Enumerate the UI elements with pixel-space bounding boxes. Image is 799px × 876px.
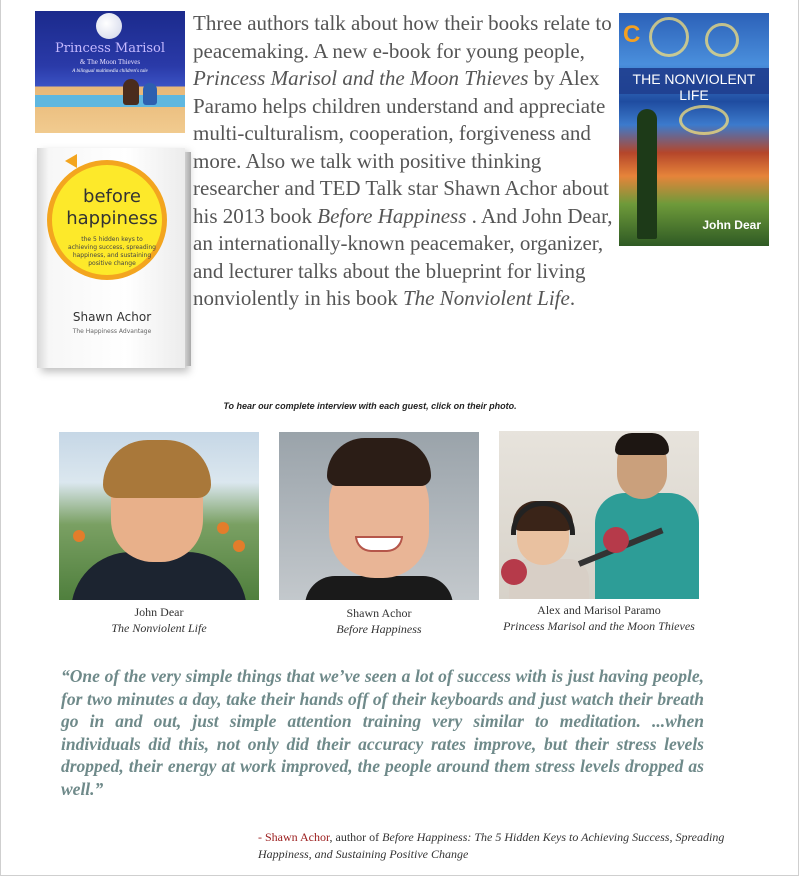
attribution-dash: - (258, 830, 265, 844)
cover-marisol-tagline: A bilingual multimedia children's tale (72, 69, 148, 74)
water-graphic (35, 95, 185, 107)
cover-nonviolent-letter: C (623, 21, 641, 48)
cover-marisol-title: Princess Marisol (54, 41, 166, 56)
quote-attribution (258, 829, 728, 863)
cover-happiness-tagline: the 5 hidden keys to achieving success, spreading happiness, and sustaining positive change (68, 236, 156, 267)
hair-graphic (615, 433, 669, 455)
guest-name: Shawn Achor (346, 606, 412, 620)
cover-marisol-subtitle: & The Moon Thieves (79, 58, 141, 66)
intro-text: . And John Dear, an internationally-known peacemaker, organizer, and lecturer talks about the blueprint for living nonviolently in his book (193, 203, 613, 310)
guest-photo-paramo[interactable] (499, 431, 699, 599)
arrow-icon (65, 154, 77, 168)
cover-nonviolent-title: THE NONVIOLENT LIFE (632, 71, 756, 103)
cover-happiness-title-1: before (83, 186, 141, 207)
cover-before-happiness (37, 148, 185, 368)
moon-graphic (96, 13, 122, 39)
child-figure (123, 79, 139, 105)
guest-shawn-achor (279, 432, 479, 637)
attribution-text: , author of (329, 830, 383, 844)
microphone-icon (603, 527, 629, 553)
pull-quote: “One of the very simple things that we’ve seen a lot of success with is just having people, for two minutes a day, take their hands off of their keyboards and just watch their breath go in and out, just simple attention training very similar to meditation. ...when individuals did this, not only did their accuracy rates improve, but their stress levels dropped, their energy at work improved, the people around them stress levels dropped as well.” (61, 666, 704, 799)
guest-photo-shawn-achor[interactable] (279, 432, 479, 600)
flower-graphic (73, 530, 85, 542)
intro-text: Three authors talk about how their books relate to peacemaking. A new e-book for young people, (193, 11, 612, 63)
author-link[interactable]: Shawn Achor (265, 830, 330, 844)
cover-happiness-title-2: happiness (66, 208, 158, 229)
book-title-happiness: Before Happiness (317, 203, 467, 228)
book-spine (185, 152, 191, 366)
flower-graphic (217, 522, 229, 534)
cover-princess-marisol (35, 11, 185, 133)
guest-name: John Dear (134, 605, 184, 619)
attribution-book: Before Happiness: The 5 Hidden Keys to Achieving Success, Spreading Happiness, and Sustaining Positive Change (258, 830, 725, 861)
swirl-graphic (679, 105, 729, 135)
cypress-tree-graphic (637, 109, 657, 239)
book-title-nonviolent: The Nonviolent Life (403, 286, 570, 310)
cover-happiness-author: Shawn Achor (72, 310, 152, 324)
microphone-icon (501, 559, 527, 585)
child-figure (143, 83, 157, 105)
hair-graphic (327, 438, 431, 486)
cover-nonviolent-life (619, 13, 769, 246)
swirl-graphic (705, 23, 739, 57)
guest-book: Princess Marisol and the Moon Thieves (503, 619, 695, 633)
guest-book: Before Happiness (336, 622, 422, 636)
guest-photo-john-dear[interactable] (59, 432, 259, 600)
intro-paragraph (193, 10, 621, 313)
hair-graphic (103, 440, 211, 498)
flower-graphic (233, 540, 245, 552)
swirl-graphic (649, 17, 689, 57)
guest-paramo (499, 431, 699, 634)
intro-text: by Alex Paramo helps children understand and appreciate multi-culturalism, cooperation, forgiveness and more. Also we talk with positive thinking researcher and TED Talk star Shawn Achor about his 2013 book (193, 66, 609, 228)
cover-happiness-author-note: The Happiness Advantage (72, 328, 152, 335)
shirt-graphic (305, 576, 453, 600)
guest-book: The Nonviolent Life (111, 621, 207, 635)
intro-text: . (569, 286, 576, 310)
book-title-marisol: Princess Marisol and the Moon Thieves (193, 66, 529, 90)
cover-nonviolent-author: John Dear (702, 218, 761, 232)
guest-john-dear (59, 432, 259, 636)
guest-name: Alex and Marisol Paramo (537, 603, 661, 617)
listen-instruction: To hear our complete interview with each guest, click on their photo. (223, 401, 517, 411)
